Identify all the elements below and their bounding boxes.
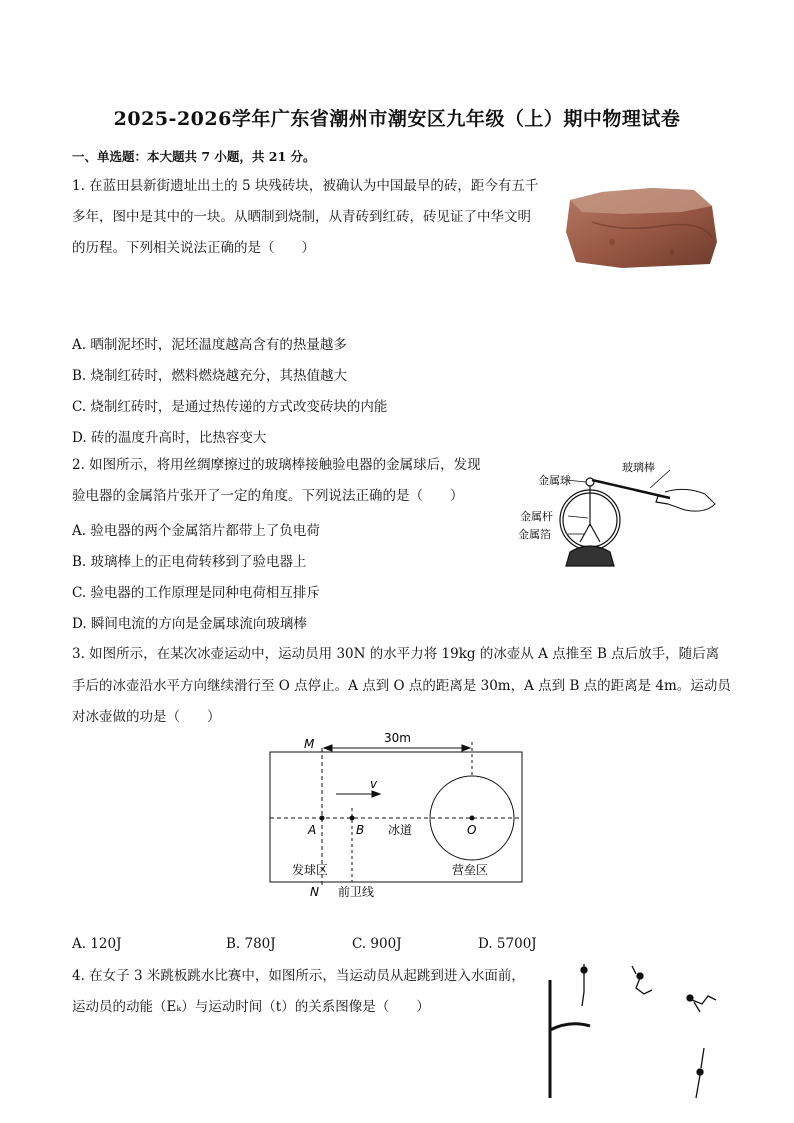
q3-option-d: D. 5700J — [478, 936, 537, 952]
q3-line-2: 手后的冰壶沿水平方向继续滑行至 O 点停止。A 点到 O 点的距离是 30m，A 点到 B 点的距离是 4m。运动员 — [72, 678, 731, 694]
label-camp: 营垒区 — [452, 863, 489, 877]
curling-diagram — [262, 728, 532, 903]
q1-option-a: A. 晒制泥坯时，泥坯温度越高含有的热量越多 — [72, 337, 347, 353]
q1-option-c: C. 烧制红砖时，是通过热传递的方式改变砖块的内能 — [72, 399, 388, 415]
brick-photo — [562, 182, 722, 270]
q1-option-d: D. 砖的温度升高时，比热容变大 — [72, 430, 267, 446]
diving-figure — [540, 960, 730, 1100]
label-foil: 金属箔 — [518, 528, 551, 541]
q3-line-1: 3. 如图所示，在某次冰壶运动中，运动员用 30N 的水平力将 19kg 的冰壶从 A 点推至 B 点后放手，随后离 — [72, 646, 720, 662]
q1-line-1: 1. 在蓝田县新街遗址出土的 5 块残砖块，被确认为中国最早的砖，距今有五千 — [72, 178, 539, 194]
label-m: M — [304, 737, 315, 751]
label-a: A — [308, 823, 317, 837]
label-n: N — [310, 885, 319, 899]
label-b: B — [356, 823, 365, 837]
q1-line-3: 的历程。下列相关说法正确的是（ ） — [72, 240, 315, 256]
label-ball: 金属球 — [538, 474, 571, 487]
q1-line-2: 多年，图中是其中的一块。从晒制到烧制，从青砖到红砖，砖见证了中华文明 — [72, 209, 531, 225]
label-front: 前卫线 — [338, 885, 375, 899]
q2-option-b: B. 玻璃棒上的正电荷转移到了验电器上 — [72, 554, 307, 570]
label-o: O — [467, 823, 477, 837]
q3-line-3: 对冰壶做的功是（ ） — [72, 709, 221, 725]
q1-option-b: B. 烧制红砖时，燃料燃烧越充分，其热值越大 — [72, 368, 348, 384]
exam-title: 2025-2026学年广东省潮州市潮安区九年级（上）期中物理试卷 — [113, 108, 681, 130]
label-bar: 金属杆 — [520, 510, 553, 523]
q2-line-1: 2. 如图所示，将用丝绸摩擦过的玻璃棒接触验电器的金属球后，发现 — [72, 457, 481, 473]
q3-option-c: C. 900J — [352, 936, 402, 952]
label-30m: 30m — [384, 731, 411, 745]
q2-option-d: D. 瞬间电流的方向是金属球流向玻璃棒 — [72, 616, 307, 632]
q2-line-2: 验电器的金属箔片张开了一定的角度。下列说法正确的是（ ） — [72, 488, 464, 504]
q2-option-a: A. 验电器的两个金属箔片都带上了负电荷 — [72, 523, 320, 539]
q3-option-a: A. 120J — [72, 936, 122, 952]
q4-line-2: 运动员的动能（Eₖ）与运动时间（t）的关系图像是（ ） — [72, 999, 430, 1015]
label-rod: 玻璃棒 — [622, 461, 655, 474]
label-lane: 冰道 — [388, 823, 413, 837]
q3-option-b: B. 780J — [226, 936, 276, 952]
q2-option-c: C. 验电器的工作原理是同种电荷相互排斥 — [72, 585, 320, 601]
section-heading: 一、单选题：本大题共 7 小题，共 21 分。 — [72, 149, 316, 164]
label-launch: 发球区 — [292, 863, 329, 877]
electroscope-figure — [510, 458, 730, 573]
label-v: v — [370, 777, 378, 791]
q4-line-1: 4. 在女子 3 米跳板跳水比赛中，如图所示，当运动员从起跳到进入水面前， — [72, 968, 525, 984]
